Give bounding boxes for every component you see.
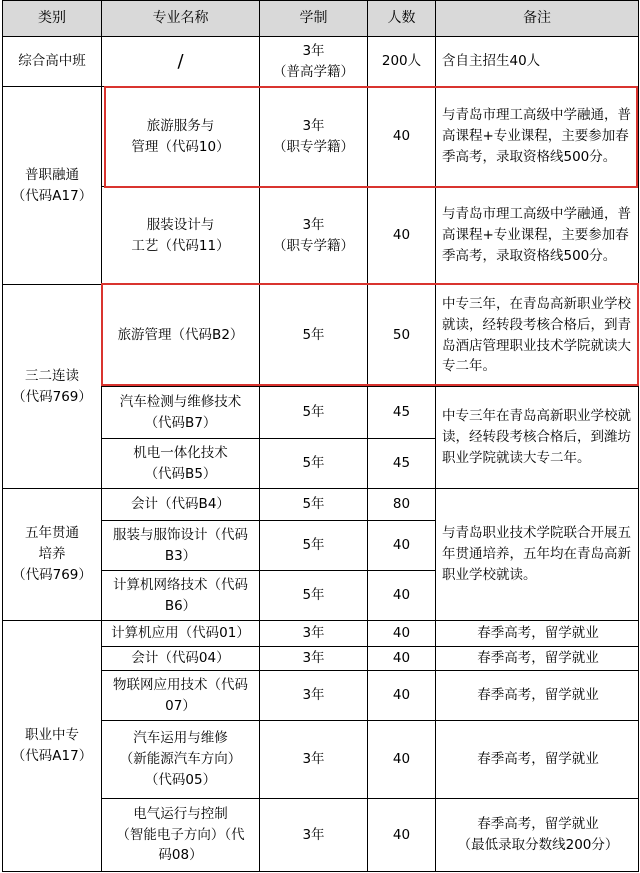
note-cell: 与青岛职业技术学院联合开展五年贯通培养，五年均在青岛高新职业学校就读。 [436,489,639,621]
header-category: 类别 [3,1,102,37]
duration-cell: 5年 [260,285,368,387]
duration-cell: 5年 [260,387,368,439]
category-cell: 职业中专 （代码A17） [3,621,102,872]
note-cell: 春季高考，留学就业 [436,621,639,647]
major-cell: 服装与服饰设计（代码 B3） [102,521,260,571]
major-cell: 旅游管理（代码B2） [102,285,260,387]
duration-cell: 3年 （普高学籍） [260,37,368,87]
major-cell: 物联网应用技术（代码 07） [102,671,260,721]
major-cell: 旅游服务与 管理（代码10） [102,87,260,187]
note-cell: 春季高考，留学就业 （最低录取分数线200分） [436,799,639,872]
note-cell: 中专三年，在青岛高新职业学校就读，经转段考核合格后，到青岛酒店管理职业技术学院就读大专二年。 [436,285,639,387]
major-cell: 计算机网络技术（代码 B6） [102,571,260,621]
major-cell: / [102,37,260,87]
count-cell: 80 [368,489,436,521]
count-cell: 40 [368,799,436,872]
enrollment-table [2,0,639,872]
note-cell: 与青岛市理工高级中学融通，普高课程+专业课程，主要参加春季高考，录取资格线500分。 [436,87,639,187]
category-cell: 普职融通 （代码A17） [3,87,102,285]
count-cell: 40 [368,721,436,799]
count-cell: 50 [368,285,436,387]
duration-cell: 3年 [260,799,368,872]
table-row [3,37,639,87]
count-cell: 45 [368,439,436,489]
duration-cell: 3年 （职专学籍） [260,187,368,285]
duration-cell: 3年 [260,647,368,671]
note-cell: 中专三年在青岛高新职业学校就读，经转段考核合格后，到潍坊职业学院就读大专二年。 [436,387,639,489]
note-cell: 春季高考，留学就业 [436,671,639,721]
major-cell: 电气运行与控制 （智能电子方向）（代 码08） [102,799,260,872]
count-cell: 40 [368,187,436,285]
count-cell: 40 [368,671,436,721]
duration-cell: 5年 [260,571,368,621]
duration-cell: 3年 （职专学籍） [260,87,368,187]
header-duration: 学制 [260,1,368,37]
header-count: 人数 [368,1,436,37]
note-cell: 春季高考，留学就业 [436,721,639,799]
duration-cell: 5年 [260,489,368,521]
major-cell: 计算机应用（代码01） [102,621,260,647]
table-row [3,87,639,187]
duration-cell: 3年 [260,621,368,647]
table-row [3,285,639,387]
major-cell: 会计（代码04） [102,647,260,671]
note-cell: 春季高考，留学就业 [436,647,639,671]
note-cell: 与青岛市理工高级中学融通，普高课程+专业课程，主要参加春季高考，录取资格线500分。 [436,187,639,285]
count-cell: 45 [368,387,436,439]
header-note: 备注 [436,1,639,37]
table-row [3,621,639,647]
count-cell: 40 [368,621,436,647]
category-cell: 三二连读 （代码769） [3,285,102,489]
duration-cell: 5年 [260,439,368,489]
duration-cell: 3年 [260,671,368,721]
header-major: 专业名称 [102,1,260,37]
count-cell: 40 [368,521,436,571]
count-cell: 40 [368,647,436,671]
count-cell: 40 [368,87,436,187]
duration-cell: 3年 [260,721,368,799]
header-row [3,1,639,37]
major-cell: 汽车运用与维修 （新能源汽车方向） （代码05） [102,721,260,799]
count-cell: 200人 [368,37,436,87]
note-cell: 含自主招生40人 [436,37,639,87]
category-cell: 综合高中班 [3,37,102,87]
major-cell: 服装设计与 工艺（代码11） [102,187,260,285]
table-row [3,489,639,521]
major-cell: 汽车检测与维修技术 （代码B7） [102,387,260,439]
major-cell: 会计（代码B4） [102,489,260,521]
duration-cell: 5年 [260,521,368,571]
count-cell: 40 [368,571,436,621]
category-cell: 五年贯通 培养 （代码769） [3,489,102,621]
major-cell: 机电一体化技术 （代码B5） [102,439,260,489]
